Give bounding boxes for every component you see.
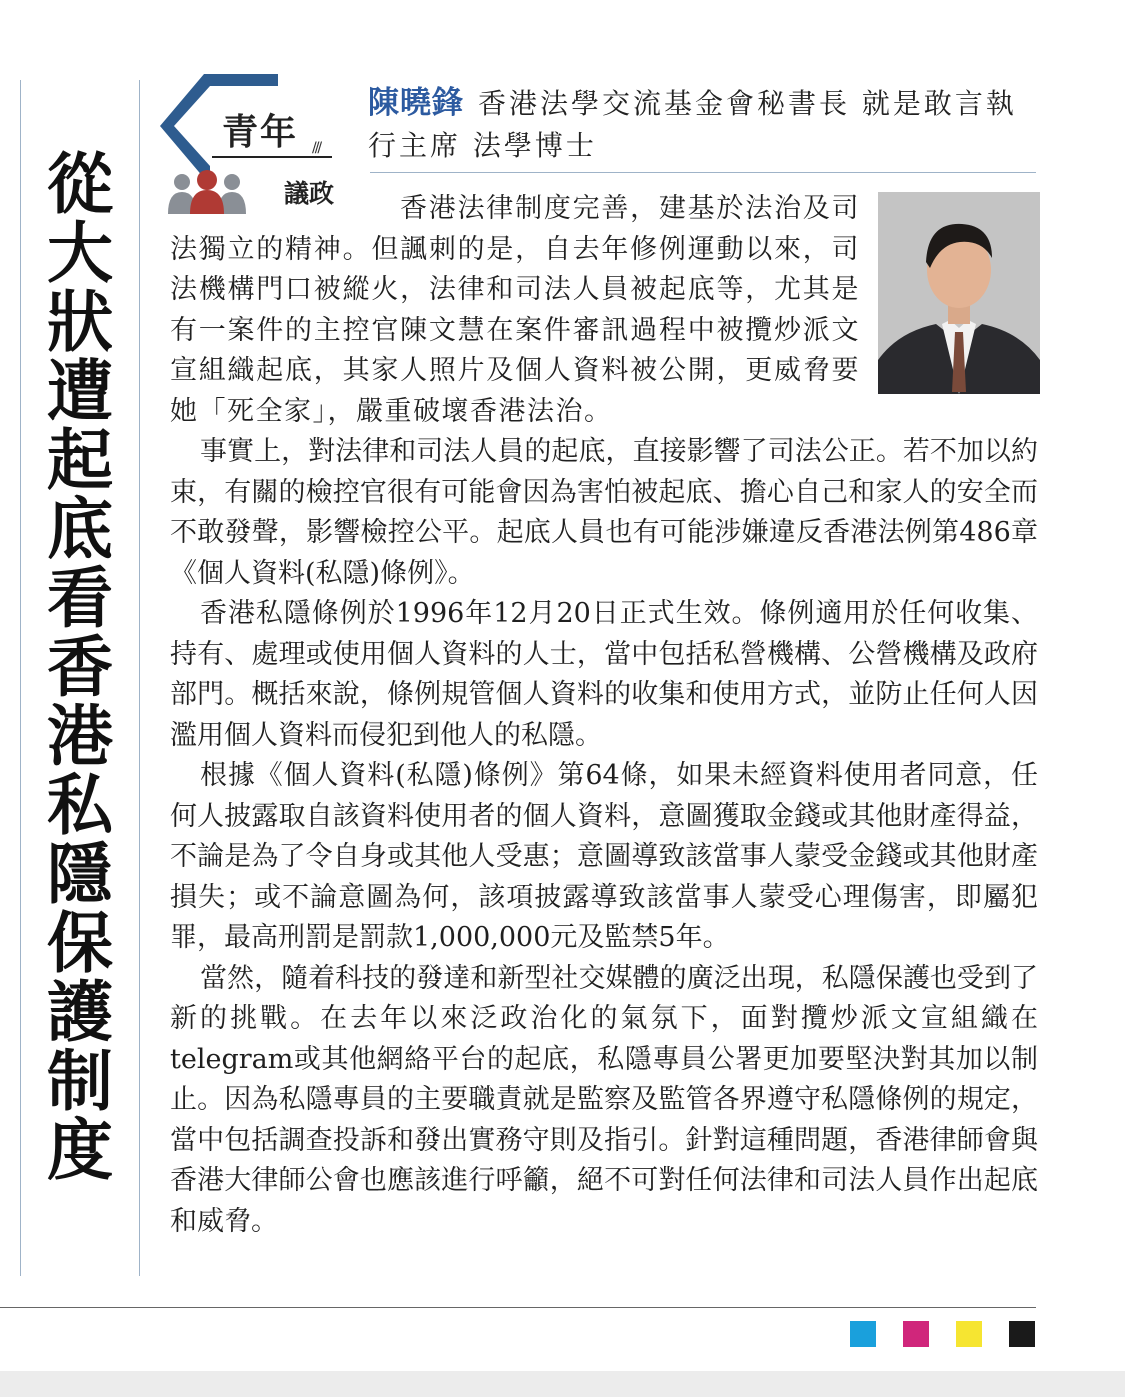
article-paragraph: 當然，隨着科技的發達和新型社交媒體的廣泛出現，私隱保護也受到了新的挑戰。在去年以來泛政治化的氣氛下，面對攬炒派文宣組織在telegram或其他網絡平台的起底，私隱專員公署更加要堅決對其加以制止。因為私隱專員的主要職責就是監察及監管各界遵守私隱條例的規定，當中包括調查投訴和發出實務守則及指引。針對這種問題，香港律師會與香港大律師公會也應該進行呼籲，絕不可對任何法律和司法人員作出起底和威脅。 — [170, 962, 1038, 1237]
article-paragraph: 事實上，對法律和司法人員的起底，直接影響了司法公正。若不加以約束，有關的檢控官很有可能會因為害怕被起底、擔心自己和家人的安全而不敢發聲，影響檢控公平。起底人員也有可能涉嫌違反香港法例第486章《個人資料(私隱)條例》。 — [170, 436, 1038, 589]
headline-column-rule — [139, 80, 140, 1276]
page-bottom-rule — [0, 1307, 1036, 1308]
author-titles: 香港法學交流基金會秘書長 就是敢言執行主席 法學博士 — [368, 87, 1017, 162]
author-name: 陳曉鋒 — [368, 85, 464, 121]
yellow-swatch — [956, 1321, 982, 1347]
article-paragraph: 根據《個人資料(私隱)條例》第64條，如果未經資料使用者同意，任何人披露取自該資料使用者的個人資料，意圖獲取金錢或其他財產得益，不論是為了令自身或其他人受惠；意圖導致該當事人蒙受金錢或其他財產損失；或不論意圖為何，該項披露導致該當事人蒙受心理傷害，即屬犯罪，最高刑罰是罰款1,000,000元及監禁5年。 — [170, 760, 1038, 953]
slash-marks-icon: /// — [312, 140, 321, 156]
column-title: 青年 — [222, 112, 299, 153]
magenta-swatch — [903, 1321, 929, 1347]
cyan-swatch — [850, 1321, 876, 1347]
byline-divider — [370, 172, 1036, 173]
author-byline — [368, 82, 1040, 167]
left-column-rule — [20, 80, 21, 1276]
article-paragraph: 香港私隱條例於1996年12月20日正式生效。條例適用於任何收集、持有、處理或使用個人資料的人士，當中包括私營機構、公營機構及政府部門。概括來說，條例規管個人資料的收集和使用方式，並防止任何人因濫用個人資料而侵犯到他人的私隱。 — [170, 598, 1038, 751]
article-body — [170, 189, 1038, 1242]
column-subtitle: 議政 — [284, 179, 335, 208]
photo-spacer — [860, 189, 1038, 411]
black-swatch — [1009, 1321, 1035, 1347]
headline: 從大狀遭起底看香港私隱保護制度 — [47, 146, 113, 1189]
bottom-strip — [0, 1371, 1125, 1397]
column-title-underline — [212, 156, 332, 158]
article-paragraph: 香港法律制度完善，建基於法治及司法獨立的精神。但諷刺的是，自去年修例運動以來，司法機構門口被縱火，法律和司法人員被起底等，尤其是有一案件的主控官陳文慧在案件審訊過程中被攬炒派文宣組織起底，其家人照片及個人資料被公開，更威脅要她「死全家」，嚴重破壞香港法治。 — [170, 193, 860, 427]
